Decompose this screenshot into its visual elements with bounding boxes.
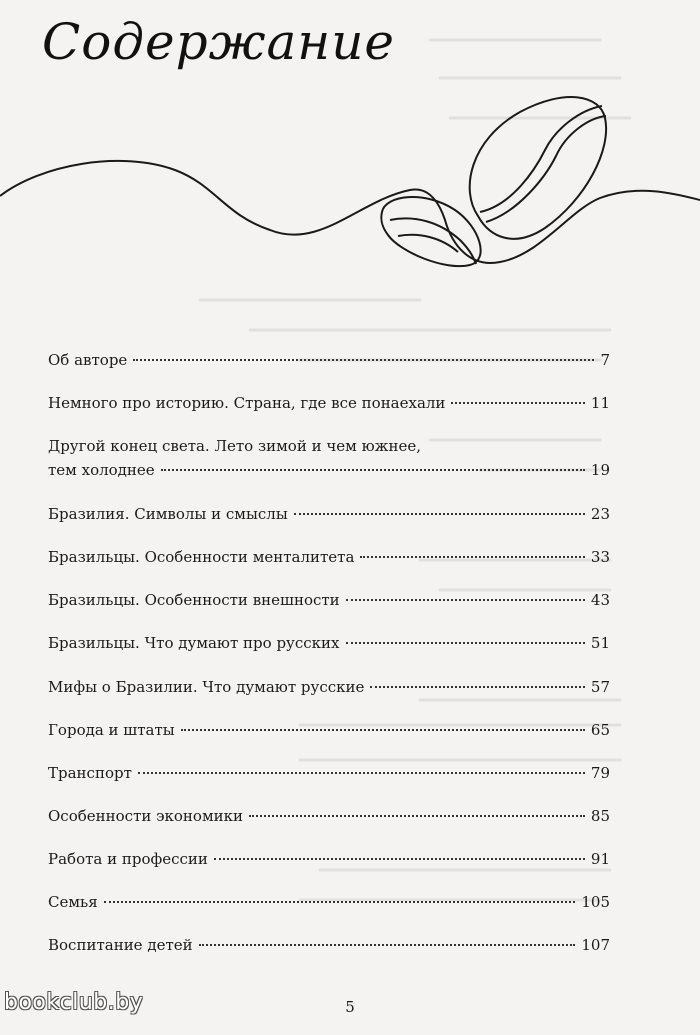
leader-dots	[370, 686, 585, 688]
toc-entry[interactable]	[48, 718, 610, 742]
toc-entry-title: Бразилия. Символы и смыслы	[48, 505, 288, 523]
toc-entry-title: Мифы о Бразилии. Что думают русские	[48, 678, 365, 696]
leader-dots	[104, 901, 576, 903]
leader-dots	[346, 599, 585, 601]
toc-entry-title: Особенности экономики	[48, 807, 243, 825]
leader-dots	[199, 944, 576, 946]
leader-dots	[161, 469, 585, 471]
leader-dots	[133, 359, 594, 361]
toc-entry[interactable]	[48, 391, 610, 415]
toc-entry-title: Воспитание детей	[48, 936, 193, 954]
toc-entry-title: Семья	[48, 893, 98, 911]
toc-entry-page: 107	[581, 936, 610, 954]
leader-dots	[346, 642, 585, 644]
toc-entry-page: 19	[590, 461, 610, 479]
toc-entry-title: Города и штаты	[48, 721, 175, 739]
toc-entry[interactable]	[48, 588, 610, 612]
toc-entry-page: 57	[590, 678, 610, 696]
toc-entry-page: 79	[590, 764, 610, 782]
toc-entry-page: 43	[590, 591, 610, 609]
toc-entry[interactable]	[48, 675, 610, 699]
toc-entry-page: 11	[590, 394, 610, 412]
toc-entry-title: Немного про историю. Страна, где все понаехали	[48, 394, 446, 412]
coffee-bean-illustration	[0, 60, 700, 290]
toc-entry[interactable]	[48, 761, 610, 785]
toc-entry-title: Бразильцы. Что думают про русских	[48, 634, 340, 652]
page-number: 5	[345, 998, 355, 1016]
toc-entry-page: 91	[590, 850, 610, 868]
toc-entry[interactable]	[48, 933, 610, 957]
leader-dots	[138, 772, 585, 774]
toc-entry-page: 65	[590, 721, 610, 739]
leader-dots	[360, 556, 584, 558]
watermark-logo: bookclub.by	[4, 990, 144, 1015]
toc-entry-title: Бразильцы. Особенности внешности	[48, 591, 340, 609]
toc-entry-title: Работа и профессии	[48, 850, 208, 868]
toc-entry-page: 105	[581, 893, 610, 911]
toc-entry[interactable]	[48, 804, 610, 828]
toc-entry[interactable]	[48, 348, 610, 372]
toc-entry[interactable]	[48, 502, 610, 526]
toc-entry-title: Бразильцы. Особенности менталитета	[48, 548, 355, 566]
toc-entry-title-line1: Другой конец света. Лето зимой и чем южнее,	[48, 437, 421, 455]
leader-dots	[181, 729, 585, 731]
toc-entry-title: Об авторе	[48, 351, 128, 369]
toc-entry[interactable]	[48, 434, 610, 482]
toc-entry-page: 7	[600, 351, 610, 369]
toc-entry[interactable]	[48, 545, 610, 569]
toc-entry[interactable]	[48, 631, 610, 655]
page-title: Содержание	[42, 13, 396, 71]
toc-entry-page: 23	[590, 505, 610, 523]
toc-entry-page: 85	[590, 807, 610, 825]
leader-dots	[451, 402, 584, 404]
leader-dots	[294, 513, 585, 515]
leader-dots	[249, 815, 585, 817]
toc-entry[interactable]	[48, 847, 610, 871]
toc-entry-title: Транспорт	[48, 764, 132, 782]
leader-dots	[214, 858, 585, 860]
toc-entry-page: 51	[590, 634, 610, 652]
toc-entry-title: тем холоднее	[48, 461, 155, 479]
toc-entry[interactable]	[48, 890, 610, 914]
toc-entry-page: 33	[590, 548, 610, 566]
